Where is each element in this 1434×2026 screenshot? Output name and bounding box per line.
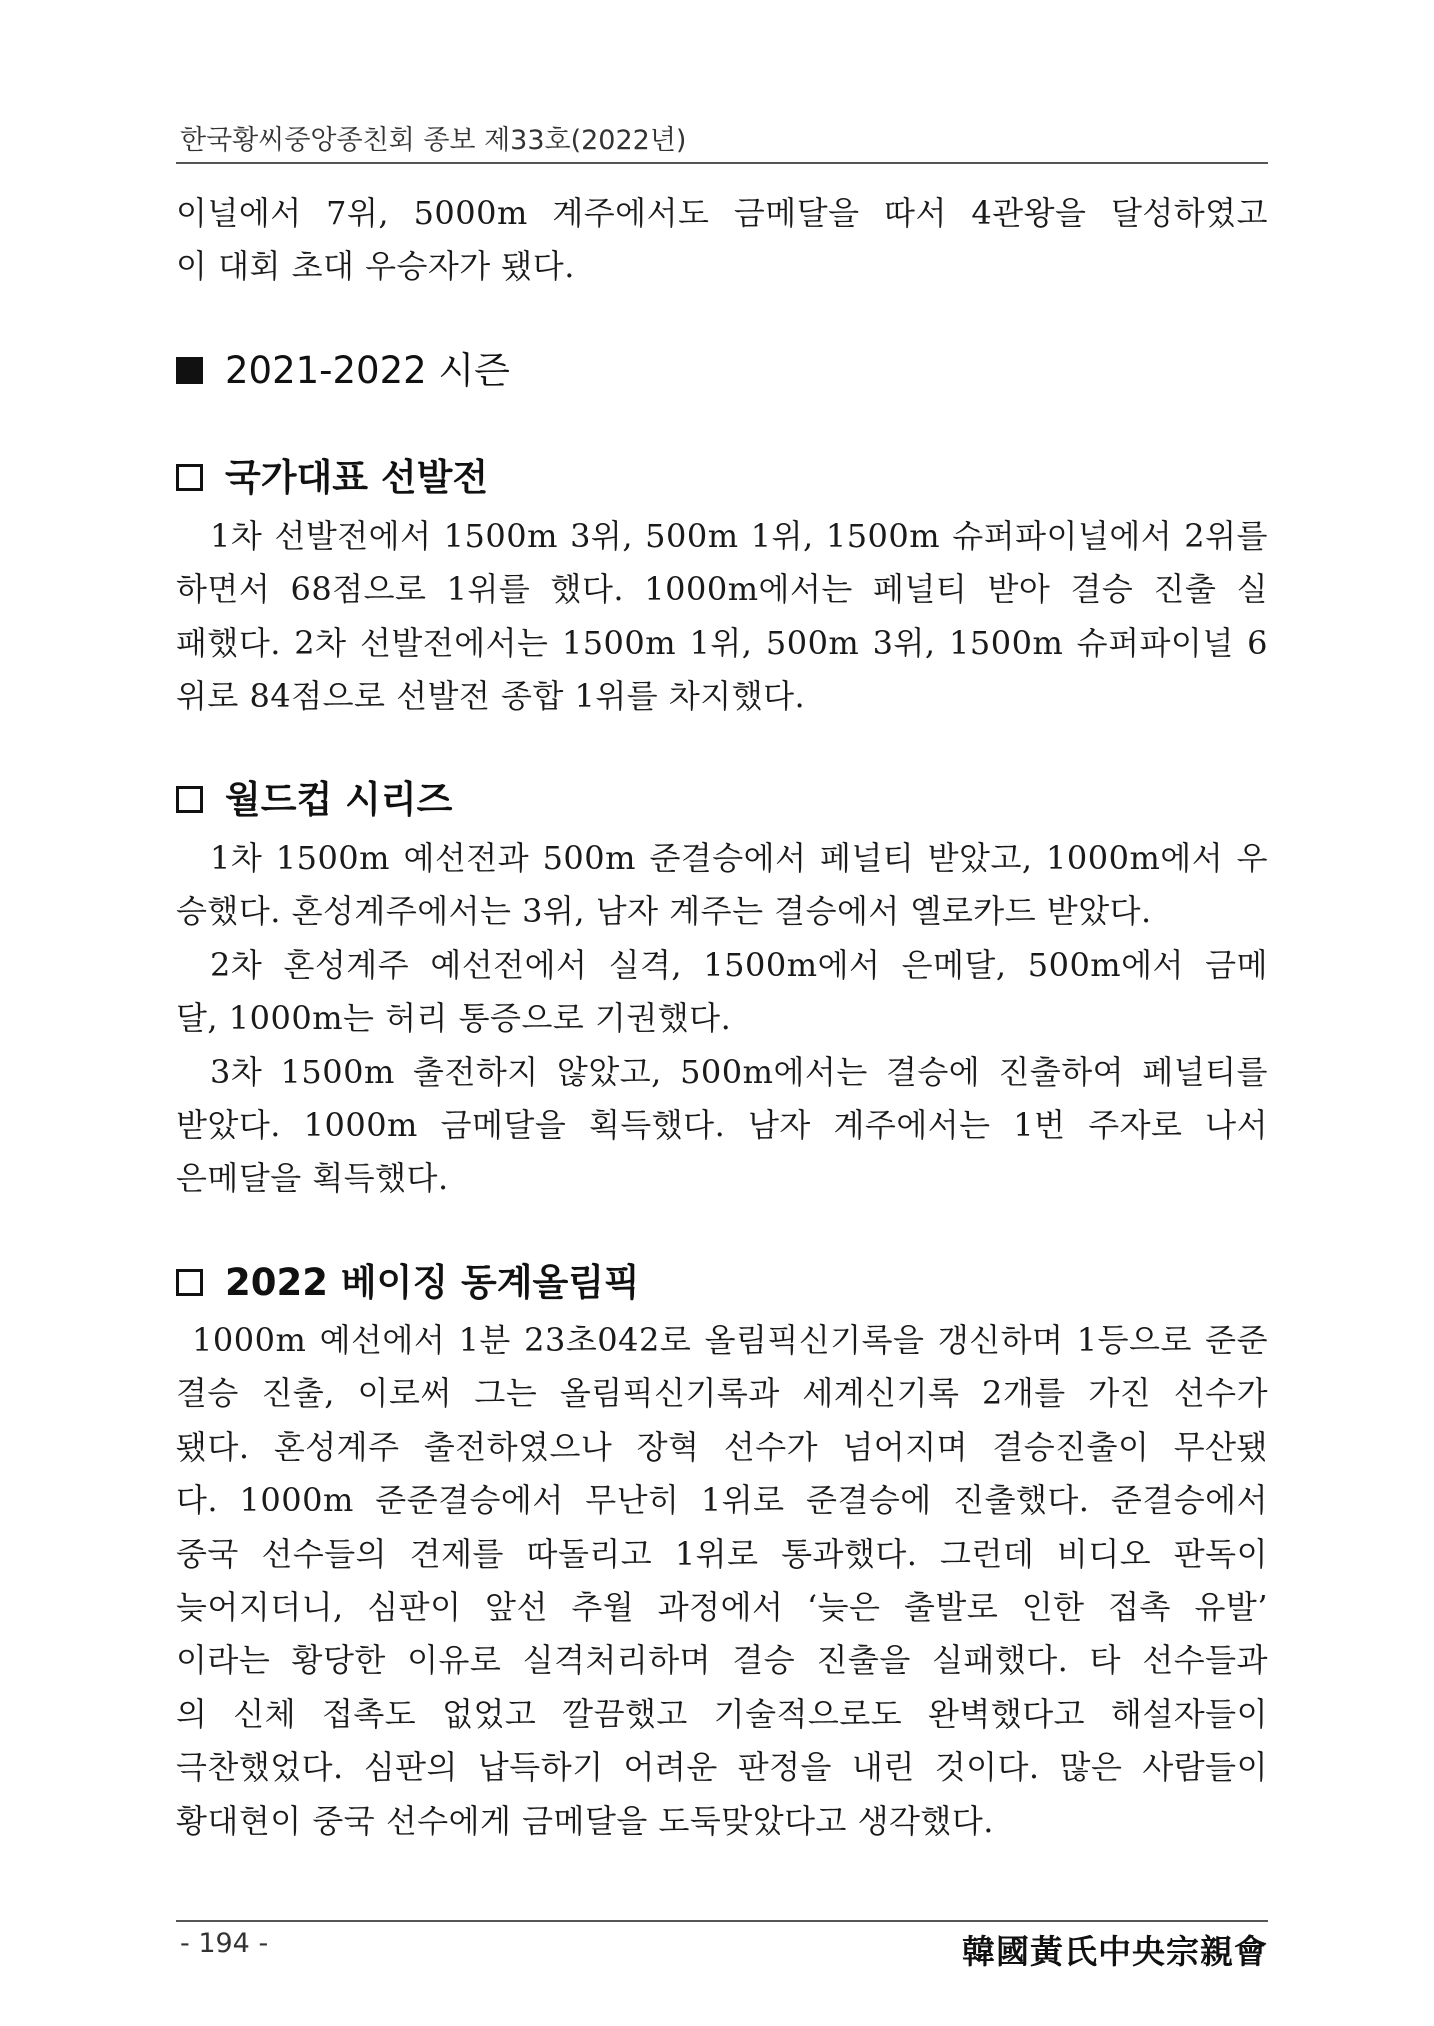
section-title: 국가대표 선발전 xyxy=(225,456,489,499)
body-line: 1000m 예선에서 1분 23초042로 올림픽신기록을 갱신하며 1등으로 준준 xyxy=(192,1321,1268,1359)
hollow-square-icon xyxy=(176,1269,203,1296)
section-body-national-team xyxy=(176,510,1268,724)
body-line: 결승 진출, 이로써 그는 올림픽신기록과 세계신기록 2개를 가진 선수가 xyxy=(176,1374,1268,1413)
season-title: 2021-2022 시즌 xyxy=(225,349,510,392)
season-heading xyxy=(176,343,510,399)
footer-divider xyxy=(176,1920,1268,1922)
body-line: 중국 선수들의 견제를 따돌리고 1위로 통과했다. 그런데 비디오 판독이 xyxy=(176,1534,1268,1573)
filled-square-icon xyxy=(176,357,203,384)
body-line: 2차 혼성계주 예선전에서 실격, 1500m에서 은메달, 500m에서 금메 xyxy=(210,945,1268,984)
body-line: 1차 1500m 예선전과 500m 준결승에서 페널티 받았고, 1000m에서 우 xyxy=(210,839,1268,877)
body-line: 패했다. 2차 선발전에서는 1500m 1위, 500m 3위, 1500m 슈퍼파이널 6 xyxy=(176,623,1268,662)
body-line: 3차 1500m 출전하지 않았고, 500m에서는 결승에 진출하여 페널티를 xyxy=(210,1052,1268,1091)
body-line: 황대현이 중국 선수에게 금메달을 도둑맞았다고 생각했다. xyxy=(176,1801,994,1840)
section-heading-world-cup xyxy=(176,772,452,828)
body-line: 다. 1000m 준준결승에서 무난히 1위로 준결승에 진출했다. 준결승에서 xyxy=(176,1481,1268,1520)
header-title: 한국황씨중앙종친회 종보 제33호(2022년) xyxy=(180,125,687,156)
body-line: 늦어지더니, 심판이 앞선 추월 과정에서 ‘늦은 출발로 인한 접촉 유발’ xyxy=(176,1587,1268,1626)
body-line: 1차 선발전에서 1500m 3위, 500m 1위, 1500m 슈퍼파이널에서 2위를 xyxy=(210,517,1268,555)
body-line: 하면서 68점으로 1위를 했다. 1000m에서는 페널티 받아 결승 진출 실 xyxy=(176,570,1268,609)
body-line: 됐다. 혼성계주 출전하였으나 장혁 선수가 넘어지며 결승진출이 무산됐 xyxy=(176,1427,1268,1466)
intro-paragraph xyxy=(176,187,1268,294)
body-line: 받았다. 1000m 금메달을 획득했다. 남자 계주에서는 1번 주자로 나서 xyxy=(176,1105,1268,1144)
intro-line: 이 대회 초대 우승자가 됐다. xyxy=(176,247,575,286)
hollow-square-icon xyxy=(176,786,203,813)
body-line: 이라는 황당한 이유로 실격처리하며 결승 진출을 실패했다. 타 선수들과 xyxy=(176,1641,1268,1680)
publisher-seal: 韓國黃氏中央宗親會 xyxy=(962,1932,1268,1971)
hollow-square-icon xyxy=(176,464,203,491)
body-line: 극찬했었다. 심판의 납득하기 어려운 판정을 내린 것이다. 많은 사람들이 xyxy=(176,1748,1268,1787)
intro-line: 이널에서 7위, 5000m 계주에서도 금메달을 따서 4관왕을 달성하였고 xyxy=(176,194,1268,232)
body-line: 위로 84점으로 선발전 종합 1위를 차지했다. xyxy=(176,677,806,716)
section-title: 월드컵 시리즈 xyxy=(225,778,453,821)
document-page xyxy=(176,0,1268,2026)
section-heading-beijing-olympics xyxy=(176,1255,640,1311)
page-number: - 194 - xyxy=(180,1928,269,1959)
page-header xyxy=(176,112,1268,164)
body-line: 승했다. 혼성계주에서는 3위, 남자 계주는 결승에서 옐로카드 받았다. xyxy=(176,892,1152,931)
section-body-world-cup xyxy=(176,832,1268,1206)
body-line: 은메달을 획득했다. xyxy=(176,1159,449,1198)
section-title: 2022 베이징 동계올림픽 xyxy=(225,1261,640,1304)
section-body-beijing-olympics xyxy=(176,1314,1268,1848)
section-heading-national-team xyxy=(176,450,488,506)
body-line: 의 신체 접촉도 없었고 깔끔했고 기술적으로도 완벽했다고 해설자들이 xyxy=(176,1694,1268,1733)
body-line: 달, 1000m는 허리 통증으로 기권했다. xyxy=(176,999,732,1038)
